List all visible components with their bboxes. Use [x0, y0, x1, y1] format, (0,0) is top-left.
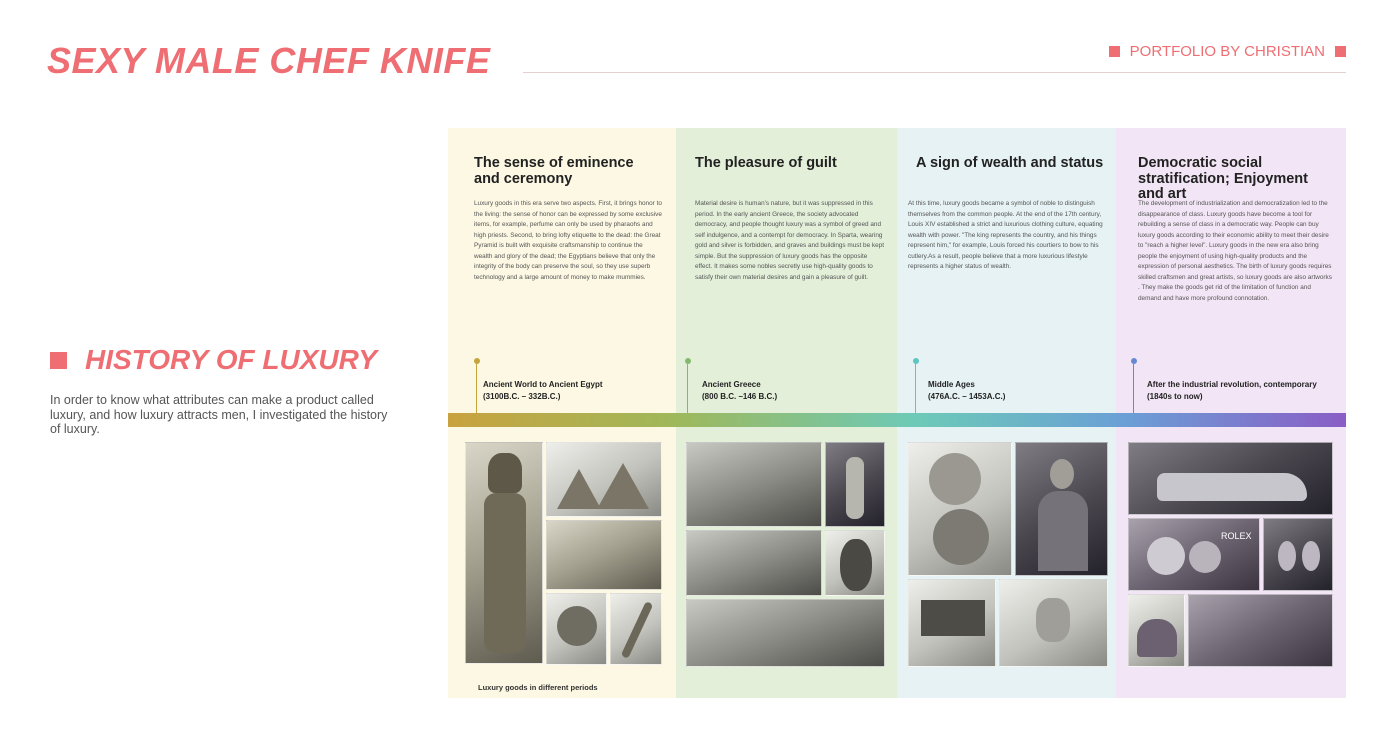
era-period-name: After the industrial revolution, contemporary	[1147, 380, 1317, 389]
era-description: At this time, luxury goods became a symbol of noble to distinguish themselves from the common people. At the end of the 17th century, Louis XIV established a strict and luxurious clothing culture, equating wealth with power. "The king represents the country, and his things represent him," for example, Louis forced his courtiers to bow to his cutlery.As a result, people believe that a more luxurious lifestyle represents a higher status of wealth.	[908, 200, 1103, 270]
hieroglyph-relief-photo	[546, 520, 662, 590]
era-period-label	[702, 379, 777, 403]
era-period-dates: (476A.C. – 1453A.C.)	[928, 392, 1006, 401]
square-bullet-icon	[1109, 46, 1120, 57]
era-description: The development of industrialization and democratization led to the disappearance of class. Luxury goods have become a tool for rebuilding a sense of class in a democratic way. People can buy luxury goods according to their economic ability to meet their desire to "reach a higher level". Luxury goods in the new era also bring people the enjoyment of using high-quality products and the expression of personal aesthetics. The birth of luxury goods requires skilled craftsmen and great artists, so luxury goods are also artworks . They make the goods get rid of the limitation of function and demand and have more profound connotation.	[1138, 200, 1332, 302]
era-period-name: Ancient World to Ancient Egypt	[483, 380, 603, 389]
scarab-ring-photo	[546, 593, 607, 665]
era-title: The sense of eminence and ceremony	[474, 155, 634, 187]
square-bullet-icon	[50, 352, 67, 369]
era-period-label	[928, 379, 1005, 403]
sarcophagus-photo	[465, 442, 543, 664]
portfolio-label: PORTFOLIO BY CHRISTIAN	[1129, 43, 1325, 60]
era-description: Luxury goods in this era serve two aspects. First, it brings honor to the living: the sense of honor can be expressed by some exclusive items, for example, perfume can only be used by pharaohs and high priests. Second, to bring lofty etiquette to the dead: the Great Pyramid is built with exquisite craftsmanship to continue the wealth and glory of the dead; the Egyptians believe that only the integrity of the body can preserve the soul, so they use superb technology and a large amount of money to make mummies.	[474, 200, 662, 281]
dagger-photo	[610, 593, 662, 665]
portfolio-credit	[1109, 43, 1346, 60]
section-heading	[50, 344, 377, 376]
timeline-marker	[685, 358, 691, 364]
era-period-label	[1147, 379, 1317, 403]
era-period-dates: (800 B.C. –146 B.C.)	[702, 392, 778, 401]
accessories-photo	[1188, 594, 1333, 667]
pocket-watch-photo	[908, 442, 1012, 576]
era-description: Material desire is human's nature, but it was suppressed in this period. In the early ancient Greece, the society advocated democracy, and people thought luxury was a symbol of greed and self indulgence, and a contempt for democracy. In Sparta, wearing gold and silver is forbidden, and graves and buildings must be kept simple. But the suppression of luxury goods has the opposite effect. It makes some nobles secretly use high-quality goods to satisfy their own material desires and gain a pleasure of guilt.	[695, 200, 884, 281]
watches-photo	[1128, 518, 1260, 591]
era-period-name: Ancient Greece	[702, 380, 761, 389]
school-of-athens-photo	[686, 599, 885, 667]
timeline-marker	[913, 358, 919, 364]
greek-vase-photo	[825, 530, 885, 596]
header-divider	[523, 72, 1346, 73]
era-period-dates: (1840s to now)	[1147, 392, 1203, 401]
pyramids-photo	[546, 442, 662, 517]
statue-photo	[825, 442, 885, 527]
era-title: Democratic social stratification; Enjoyment and art	[1138, 155, 1308, 202]
timeline-marker-stem	[687, 364, 688, 414]
timeline-bar	[448, 413, 1346, 427]
timeline-marker-stem	[1133, 364, 1134, 414]
timeline-marker-stem	[476, 364, 477, 414]
era-title: A sign of wealth and status	[916, 155, 1104, 171]
caryatids-photo	[686, 442, 822, 527]
era-title: The pleasure of guilt	[695, 155, 837, 171]
collage-caption: Luxury goods in different periods	[478, 683, 598, 692]
writing-desk-photo	[908, 579, 996, 667]
louis-xiv-portrait-photo	[1015, 442, 1108, 576]
section-title: HISTORY OF LUXURY	[85, 344, 377, 375]
parthenon-photo	[686, 530, 822, 596]
square-bullet-icon	[1335, 46, 1346, 57]
handbag-photo	[1128, 594, 1185, 667]
era-period-name: Middle Ages	[928, 380, 975, 389]
timeline-marker-stem	[915, 364, 916, 414]
timeline-marker	[474, 358, 480, 364]
era-period-label	[483, 379, 603, 403]
silver-tea-set-photo	[999, 579, 1108, 667]
jewelry-photo	[1263, 518, 1333, 591]
section-intro: In order to know what attributes can make a product called luxury, and how luxury attracts men, I investigated the history of luxury.	[50, 393, 388, 436]
page-title: SEXY MALE CHEF KNIFE	[47, 40, 491, 81]
rolex-label: ROLEX	[1221, 531, 1252, 541]
timeline-marker	[1131, 358, 1137, 364]
sports-car-photo	[1128, 442, 1333, 515]
era-period-dates: (3100B.C. – 332B.C.)	[483, 392, 561, 401]
